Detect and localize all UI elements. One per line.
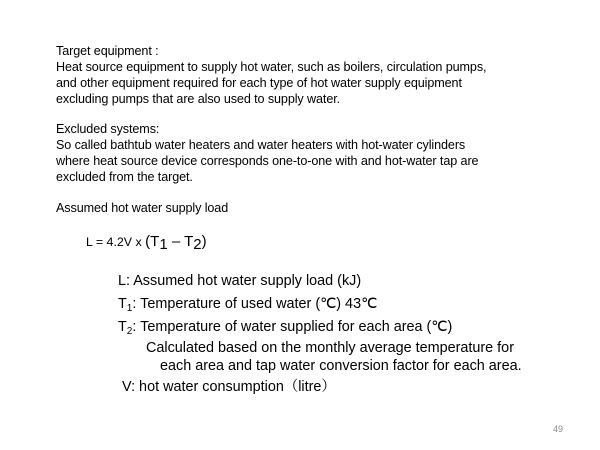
t2-symbol: T — [118, 319, 127, 335]
formula-sub-1: 1 — [159, 236, 168, 253]
definition-calc-line-2: each area and tap water conversion factor for each area. — [160, 358, 522, 374]
definition-T2 — [118, 319, 452, 335]
load-formula — [86, 233, 207, 253]
definition-L: L: Assumed hot water supply load (kJ) — [118, 273, 362, 289]
definition-T1 — [118, 296, 377, 312]
t1-symbol: T — [118, 296, 127, 312]
formula-minus: – T — [167, 233, 194, 250]
excluded-systems-heading: Excluded systems: — [56, 122, 160, 136]
t1-subscript: 1 — [126, 303, 133, 314]
target-equipment-line-2: and other equipment required for each type of hot water supply equipment — [56, 76, 462, 90]
excluded-systems-line-2: where heat source device corresponds one-to-one with and hot-water tap are — [56, 154, 479, 168]
t2-text: : Temperature of water supplied for each area (℃) — [132, 319, 453, 335]
excluded-systems-line-1: So called bathtub water heaters and water heaters with hot-water cylinders — [56, 138, 466, 152]
page-number: 49 — [553, 424, 564, 434]
target-equipment-line-3: excluding pumps that are also used to supply water. — [56, 92, 341, 106]
load-heading: Assumed hot water supply load — [56, 201, 229, 215]
formula-open: (T — [145, 233, 160, 250]
target-equipment-line-1: Heat source equipment to supply hot water, such as boilers, circulation pumps, — [56, 60, 487, 74]
formula-sub-2: 2 — [193, 236, 202, 253]
target-equipment-heading: Target equipment : — [56, 44, 159, 58]
definition-V: V: hot water consumption（litre） — [122, 379, 336, 395]
t1-text: : Temperature of used water (℃) 43℃ — [132, 296, 378, 312]
formula-close: ) — [201, 233, 207, 250]
definition-calc-line-1: Calculated based on the monthly average temperature for — [146, 340, 514, 356]
t2-subscript: 2 — [126, 326, 133, 337]
excluded-systems-line-3: excluded from the target. — [56, 170, 193, 184]
formula-lhs: L = 4.2V x — [86, 235, 142, 249]
